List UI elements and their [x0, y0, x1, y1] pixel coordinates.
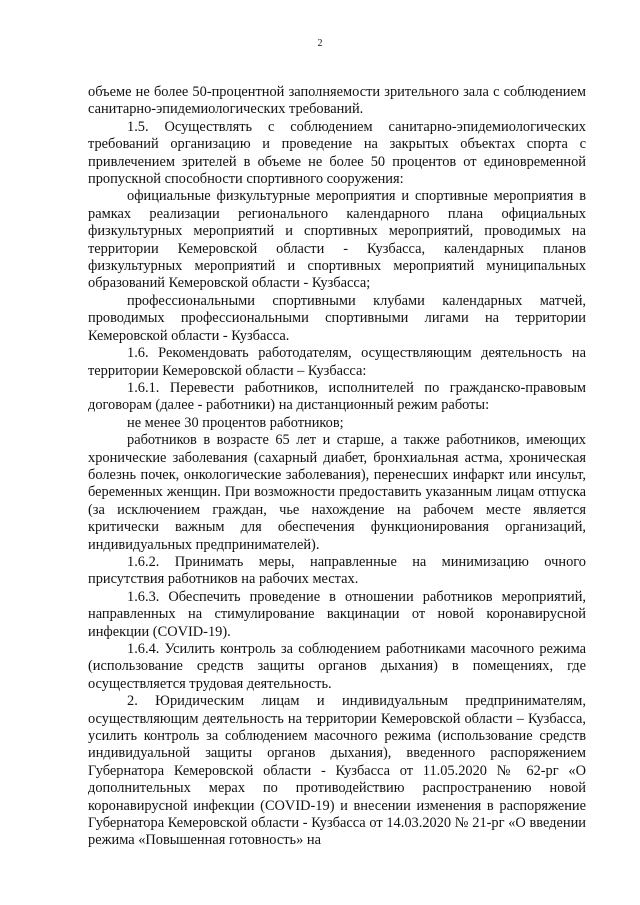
- paragraph: 1.6.3. Обеспечить проведение в отношении работников мероприятий, направленных на стимулирование вакцинации от новой коронавирусной инфекции (COVID-19).: [88, 588, 586, 640]
- document-body: [88, 84, 586, 850]
- paragraph: 2. Юридическим лицам и индивидуальным предпринимателям, осуществляющим деятельность на территории Кемеровской области – Кузбасса, усилить контроль за соблюдением масочного режима (использование средств индивидуальной защиты органов дыхания), введенного распоряжением Губернатора Кемеровской области - Кузбасса от 11.05.2020 № 62-рг «О дополнительных мерах по противодействию распространению новой коронавирусной инфекции (COVID-19) и внесении изменения в распоряжение Губернатора Кемеровской области - Кузбасса от 14.03.2020 № 21-рг «О введении режима «Повышенная готовность» на: [88, 693, 586, 849]
- paragraph: работников в возрасте 65 лет и старше, а также работников, имеющих хронические заболевания (сахарный диабет, бронхиальная астма, хроническая болезнь почек, онкологические заболевания), перенесших инфаркт или инсульт, беременных женщин. При возможности предоставить указанным лицам отпуска (за исключением граждан, чье нахождение на рабочем месте является критически важным для обеспечения функционирования организаций, индивидуальных предпринимателей).: [88, 432, 586, 553]
- paragraph: официальные физкультурные мероприятия и спортивные мероприятия в рамках реализации регионального календарного плана официальных физкультурных мероприятий и спортивных мероприятий, проводимых на территории Кемеровской области - Кузбасса, календарных планов физкультурных мероприятий и спортивных мероприятий муниципальных образований Кемеровской области - Кузбасса;: [88, 188, 586, 292]
- paragraph: 1.6.2. Принимать меры, направленные на минимизацию очного присутствия работников на рабочих местах.: [88, 553, 586, 588]
- paragraph: профессиональными спортивными клубами календарных матчей, проводимых профессиональными спортивными лигами на территории Кемеровской области - Кузбасса.: [88, 292, 586, 344]
- paragraph: объеме не более 50-процентной заполняемости зрительного зала с соблюдением санитарно-эпидемиологических требований.: [88, 84, 586, 118]
- paragraph: 1.6.4. Усилить контроль за соблюдением работниками масочного режима (использование средств защиты органов дыхания) в помещениях, где осуществляется трудовая деятельность.: [88, 641, 586, 692]
- page-number: 2: [317, 38, 323, 49]
- paragraph: не менее 30 процентов работников;: [127, 414, 344, 431]
- paragraph: 1.6.1. Перевести работников, исполнителей по гражданско-правовым договорам (далее - работники) на дистанционный режим работы:: [88, 379, 586, 414]
- paragraph: 1.5. Осуществлять с соблюдением санитарно-эпидемиологических требований организацию и проведение на закрытых объектах спорта с привлечением зрителей в объеме не более 50 процентов от единовременной пропускной способности спортивного сооружения:: [88, 118, 586, 188]
- paragraph: 1.6. Рекомендовать работодателям, осуществляющим деятельность на территории Кемеровской области – Кузбасса:: [88, 345, 586, 379]
